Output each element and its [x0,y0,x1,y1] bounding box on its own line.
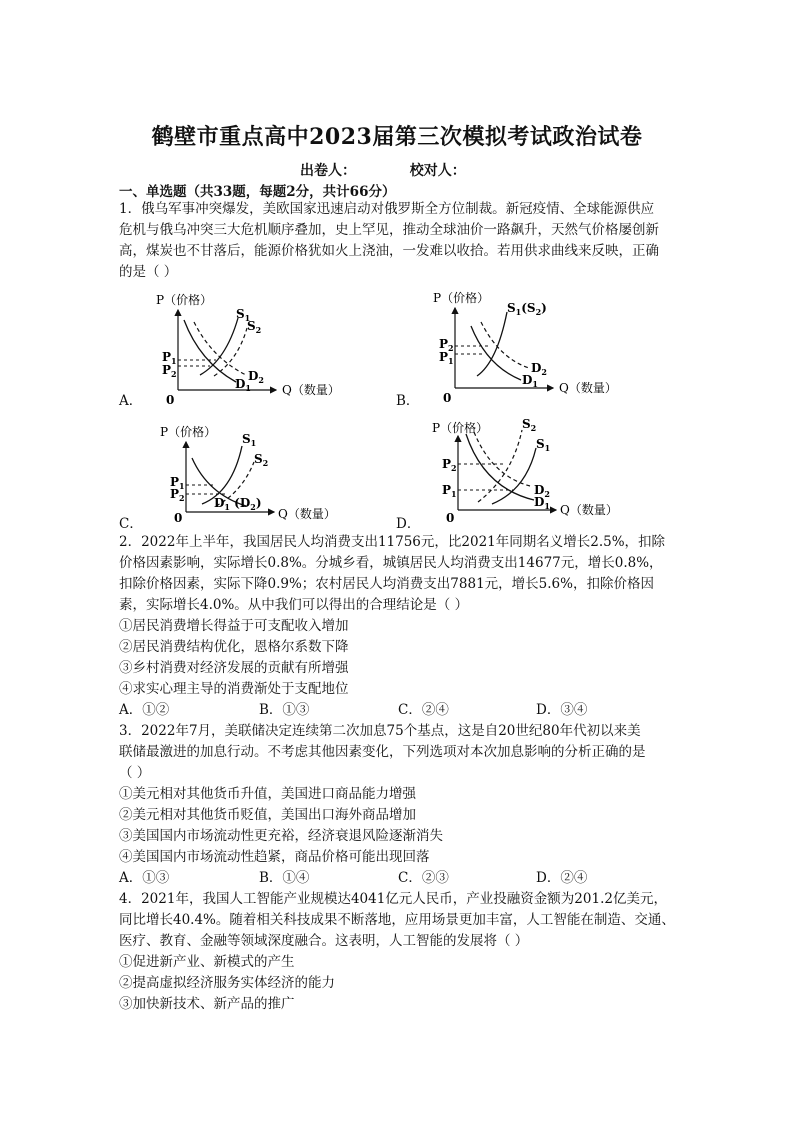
option-c[interactable]: C．②③ [398,870,449,886]
q3-item: ③美国国内市场流动性更充裕，经济衰退风险逐渐消失 [119,828,443,844]
q2-line: 扣除价格因素，实际下降0.9%；农村居民人均消费支出7881元，增长5.6%，扣除价格因 [119,576,654,592]
q1-line: 的是（ ） [119,264,178,280]
option-a[interactable]: A．①② [119,702,170,718]
label-p1: $P_1$ [442,483,457,499]
label-s1: $S_1$ [242,432,257,448]
q3-item: ②美元相对其他货币贬值，美国出口海外商品增加 [119,807,416,823]
q2-line: 2．2022年上半年，我国居民人均消费支出11756元，比2021年同期名义增长2.5%，扣除 [119,534,666,550]
label-s2: $S_2$ [522,417,537,433]
q4-item: ②提高虚拟经济服务实体经济的能力 [119,975,335,991]
graph-d [422,414,637,526]
label-s: $S_1(S_2)$ [507,301,547,317]
curve-d1 [184,320,236,382]
label-d2: $D_2$ [531,361,547,377]
graph-b-label: B． [396,393,420,409]
label-d1: $D_1$ [534,495,550,511]
author-label: 出卷人： [300,163,356,179]
option-b[interactable]: B．①④ [259,870,310,886]
label-p1: $P_1$ [170,475,185,491]
q4-item: ③加快新技术、新产品的推广 [119,996,295,1012]
q4-line: 4．2021年，我国人工智能产业规模达4041亿元人民币，产业投融资金额为201.2亿美元， [119,891,667,907]
origin-label: 0 [174,511,183,525]
origin-label: 0 [446,511,455,525]
label-d2: $D_2$ [534,483,550,499]
q3-line: 联储最激进的加息行动。不考虑其他因素变化，下列选项对本次加息影响的分析正确的是 [119,744,646,760]
question-1-stem [119,199,679,283]
curve-d2 [474,432,530,486]
checker-label: 校对人： [409,163,466,179]
section-heading: 一、单选题（共33题，每题2分，共计66分） [119,184,396,200]
option-c[interactable]: C．②④ [398,702,449,718]
origin-label: 0 [443,391,452,405]
q3-item: ④美国国内市场流动性趋紧，商品价格可能出现回落 [119,849,430,865]
option-b[interactable]: B．①③ [259,702,310,718]
y-axis-label: P（价格） [432,421,489,435]
exam-meta [300,160,466,180]
option-a[interactable]: A．①③ [119,870,170,886]
origin-label: 0 [166,393,175,407]
curve-d2 [481,322,529,368]
label-s2: $S_2$ [247,319,262,335]
q2-item: ②居民消费结构优化，恩格尔系数下降 [119,639,349,655]
label-p2: $P_2$ [162,363,177,379]
q4-item: ①促进新产业、新模式的产生 [119,954,295,970]
question-3-stem [119,721,679,784]
x-axis-label: Q（数量） [559,381,617,395]
q2-item: ④求实心理主导的消费渐处于支配地位 [119,681,349,697]
graph-a [148,290,363,412]
label-s1: $S_1$ [236,307,251,323]
option-d[interactable]: D．③④ [536,702,588,718]
y-axis-label: P（价格） [156,293,213,307]
curve-s2 [478,430,522,502]
graph-c [150,418,360,528]
x-axis-label: Q（数量） [278,507,336,521]
graph-b [425,288,640,412]
label-p2: $P_2$ [439,337,454,353]
graph-c-label: C． [119,516,143,532]
q4-line: 同比增长40.4%。随着相关科技成果不断落地，应用场景更加丰富，人工智能在制造、交通、 [119,912,675,928]
graph-d-label: D． [396,516,421,532]
label-p1: $P_1$ [439,350,454,366]
q3-line: （ ） [119,765,151,781]
q1-line: 高，煤炭也不甘落后，能源价格犹如火上浇油，一发难以收拾。若用供求曲线来反映，正确 [119,243,659,259]
label-d1: $D_1$ [235,377,251,393]
x-axis-label: Q（数量） [560,503,618,517]
q4-line: 医疗、教育、金融等领域深度融合。这表明，人工智能的发展将（ ） [119,933,529,949]
q3-item: ①美元相对其他货币升值，美国进口商品能力增强 [119,786,416,802]
label-s2: $S_2$ [254,452,269,468]
y-axis-label: P（价格） [433,291,490,305]
label-p1: $P_1$ [162,350,177,366]
q2-item: ①居民消费增长得益于可支配收入增加 [119,618,349,634]
q2-line: 素，实际增长4.0%。从中我们可以得出的合理结论是（ ） [119,597,469,613]
q2-options [119,700,679,721]
q3-options [119,868,679,889]
question-2-stem [119,532,679,616]
y-axis-label: P（价格） [160,425,217,439]
x-axis-label: Q（数量） [282,383,340,397]
q1-line: 1．俄乌军事冲突爆发，美欧国家迅速启动对俄罗斯全方位制裁。新冠疫情、全球能源供应 [119,201,655,217]
q3-line: 3．2022年7月，美联储决定连续第二次加息75个基点，这是自20世纪80年代初以来美 [119,723,641,739]
q2-item: ③乡村消费对经济发展的贡献有所增强 [119,660,349,676]
curve-d1 [471,326,521,380]
curve-s2 [214,328,247,376]
label-p2: $P_2$ [170,487,185,503]
label-d: $D_1$ $(D_2)$ [214,496,262,512]
question-4-stem [119,889,679,952]
q1-line: 危机与俄乌冲突三大危机顺序叠加，史上罕见，推动全球油价一路飙升，天然气价格屡创新 [119,222,659,238]
label-d2: $D_2$ [248,369,264,385]
option-d[interactable]: D．②④ [536,870,588,886]
label-s1: $S_1$ [536,437,551,453]
label-p2: $P_2$ [442,457,457,473]
q2-line: 价格因素影响，实际增长0.8%。分城乡看，城镇居民人均消费支出14677元，增长0.8%， [119,555,663,571]
graph-a-label: A． [119,393,143,409]
curve-s1 [477,312,507,376]
page-title: 鹤壁市重点高中2023届第三次模拟考试政治试卷 [151,124,643,150]
label-d1: $D_1$ [522,373,538,389]
